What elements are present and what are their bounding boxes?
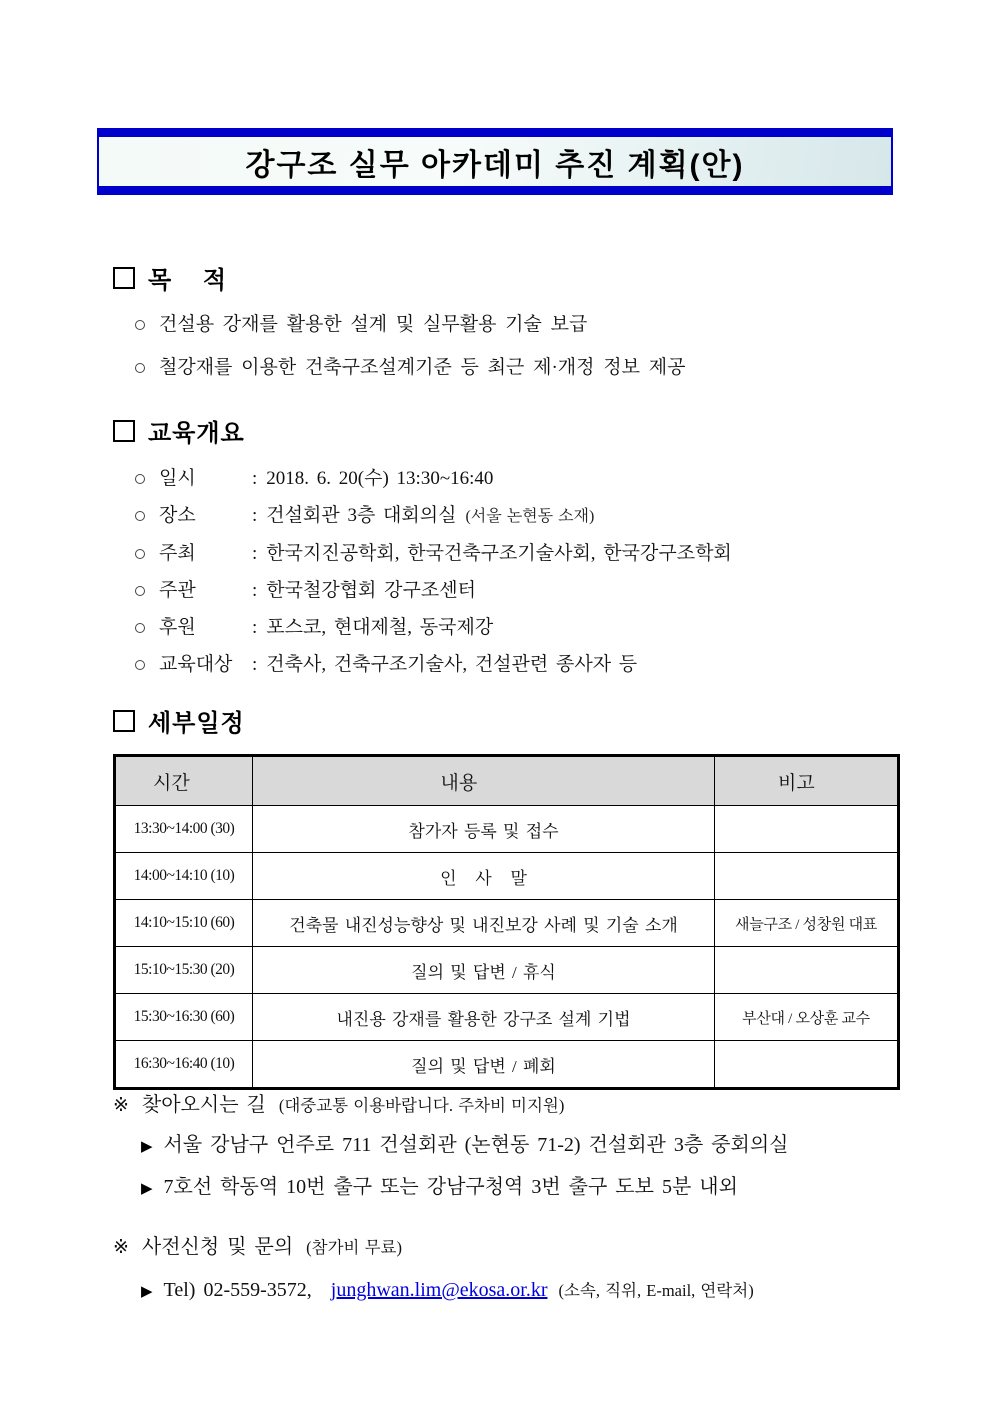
- contact-fields-note: (소속, 직위, E-mail, 연락처): [558, 1281, 754, 1300]
- schedule-cell-content: 내진용 강재를 활용한 강구조 설계 기법: [253, 994, 715, 1041]
- table-row: [115, 947, 899, 994]
- directions-item-text: 7호선 학동역 10번 출구 또는 강남구청역 3번 출구 도보 5분 내외: [163, 1176, 738, 1198]
- header-time: [115, 756, 253, 806]
- overview-value: 건설회관 3층 대회의실: [266, 505, 457, 526]
- purpose-heading: 목 적: [148, 267, 228, 294]
- section-registration: [113, 1234, 902, 1306]
- schedule-cell-time: 16:30~16:40 (10): [115, 1041, 253, 1089]
- overview-heading: 교육개요: [148, 420, 245, 447]
- purpose-item: [113, 355, 902, 381]
- purpose-item: [113, 312, 902, 338]
- arrow-bullet-icon: ▶: [141, 1181, 153, 1197]
- header-time-label: 시간: [153, 772, 190, 794]
- square-bullet-icon: [113, 420, 135, 442]
- directions-item: [113, 1174, 902, 1203]
- schedule-cell-content: 질의 및 답변 / 폐회: [253, 1041, 715, 1089]
- schedule-cell-content: 인 사 말: [253, 853, 715, 900]
- circle-bullet-icon: [135, 474, 145, 484]
- directions-item: [113, 1132, 902, 1161]
- schedule-cell-content: 질의 및 답변 / 휴식: [253, 947, 715, 994]
- overview-row-host: [113, 542, 902, 565]
- schedule-cell-note: [715, 947, 899, 994]
- overview-label: 교육대상: [159, 654, 233, 675]
- circle-bullet-icon: [135, 549, 145, 559]
- schedule-cell-content: 건축물 내진성능향상 및 내진보강 사례 및 기술 소개: [253, 900, 715, 947]
- directions-title-row: [113, 1092, 902, 1119]
- registration-note: (참가비 무료): [306, 1238, 402, 1257]
- circle-bullet-icon: [135, 586, 145, 596]
- overview-value: 한국지진공학회, 한국건축구조기술사회, 한국강구조학회: [266, 543, 732, 564]
- arrow-bullet-icon: ▶: [141, 1284, 153, 1300]
- circle-bullet-icon: [135, 623, 145, 633]
- schedule-cell-time: 14:00~14:10 (10): [115, 853, 253, 900]
- circle-bullet-icon: [135, 320, 145, 330]
- table-row: [115, 853, 899, 900]
- label-colon: :: [252, 543, 258, 564]
- schedule-heading: 세부일정: [148, 710, 245, 737]
- registration-title-row: [113, 1234, 902, 1261]
- header-content-label: 내용: [440, 772, 478, 794]
- directions-item-text: 서울 강남구 언주로 711 건설회관 (논현동 71-2) 건설회관 3층 중회의실: [163, 1134, 789, 1156]
- header-note-label: 비고: [778, 772, 815, 794]
- purpose-item-text: 철강재를 이용한 건축구조설계기준 등 최근 제·개정 정보 제공: [159, 357, 686, 378]
- header-note: [715, 756, 899, 806]
- square-bullet-icon: [113, 710, 135, 732]
- schedule-cell-note: [715, 853, 899, 900]
- label-colon: :: [252, 617, 258, 638]
- overview-value: 건축사, 건축구조기술사, 건설관련 종사자 등: [266, 654, 638, 675]
- directions-note: (대중교통 이용바랍니다. 주차비 미지원): [278, 1096, 565, 1115]
- label-colon: :: [252, 580, 258, 601]
- overview-label: 주최: [159, 543, 196, 564]
- schedule-cell-content: 참가자 등록 및 접수: [253, 806, 715, 853]
- overview-row-organizer: [113, 579, 902, 602]
- schedule-table: [113, 754, 900, 1090]
- purpose-heading-row: [113, 260, 902, 295]
- schedule-cell-time: 14:10~15:10 (60): [115, 900, 253, 947]
- directions-title: 찾아오시는 길: [141, 1094, 266, 1116]
- section-purpose: [113, 260, 902, 381]
- table-header-row: [115, 756, 899, 806]
- phone-number: Tel) 02-559-3572,: [163, 1279, 320, 1301]
- overview-value: 포스코, 현대제철, 동국제강: [266, 617, 494, 638]
- label-colon: :: [252, 468, 258, 489]
- section-schedule: [113, 703, 902, 1090]
- overview-heading-row: [113, 413, 902, 448]
- registration-contact-row: [113, 1277, 902, 1306]
- overview-label: 주관: [159, 580, 196, 601]
- arrow-bullet-icon: ▶: [141, 1139, 153, 1155]
- overview-row-audience: [113, 653, 902, 676]
- registration-title: 사전신청 및 문의: [141, 1236, 294, 1258]
- overview-row-sponsor: [113, 616, 902, 639]
- schedule-heading-row: [113, 703, 902, 738]
- table-row: [115, 806, 899, 853]
- reference-mark-icon: ※: [113, 1095, 129, 1116]
- schedule-cell-time: 15:10~15:30 (20): [115, 947, 253, 994]
- document-title: 강구조 실무 아카데미 추진 계획(안): [245, 148, 745, 182]
- overview-label: 일시: [159, 468, 196, 489]
- purpose-item-text: 건설용 강재를 활용한 설계 및 실무활용 기술 보급: [159, 314, 588, 335]
- circle-bullet-icon: [135, 363, 145, 373]
- schedule-cell-time: 15:30~16:30 (60): [115, 994, 253, 1041]
- schedule-cell-note: [715, 1041, 899, 1089]
- schedule-cell-time: 13:30~14:00 (30): [115, 806, 253, 853]
- table-row: [115, 994, 899, 1041]
- section-directions: [113, 1092, 902, 1203]
- schedule-cell-note: 부산대 / 오상훈 교수: [715, 994, 899, 1041]
- overview-row-datetime: [113, 467, 902, 490]
- schedule-cell-note: [715, 806, 899, 853]
- schedule-cell-note: 새늘구조 / 성창원 대표: [715, 900, 899, 947]
- label-colon: :: [252, 654, 258, 675]
- overview-label: 후원: [159, 617, 196, 638]
- section-overview: [113, 413, 902, 676]
- circle-bullet-icon: [135, 660, 145, 670]
- table-row: [115, 1041, 899, 1089]
- overview-value: 한국철강협회 강구조센터: [266, 580, 476, 601]
- header-content: [253, 756, 715, 806]
- email-link[interactable]: junghwan.lim@ekosa.or.kr: [330, 1279, 548, 1301]
- overview-value-note: (서울 논현동 소재): [465, 508, 595, 525]
- table-row: [115, 900, 899, 947]
- circle-bullet-icon: [135, 511, 145, 521]
- reference-mark-icon: ※: [113, 1237, 129, 1258]
- square-bullet-icon: [113, 267, 135, 289]
- overview-label: 장소: [159, 505, 196, 526]
- label-colon: :: [252, 505, 258, 526]
- overview-row-place: [113, 504, 902, 528]
- title-banner: [97, 128, 893, 195]
- overview-value: 2018. 6. 20(수) 13:30~16:40: [266, 468, 494, 489]
